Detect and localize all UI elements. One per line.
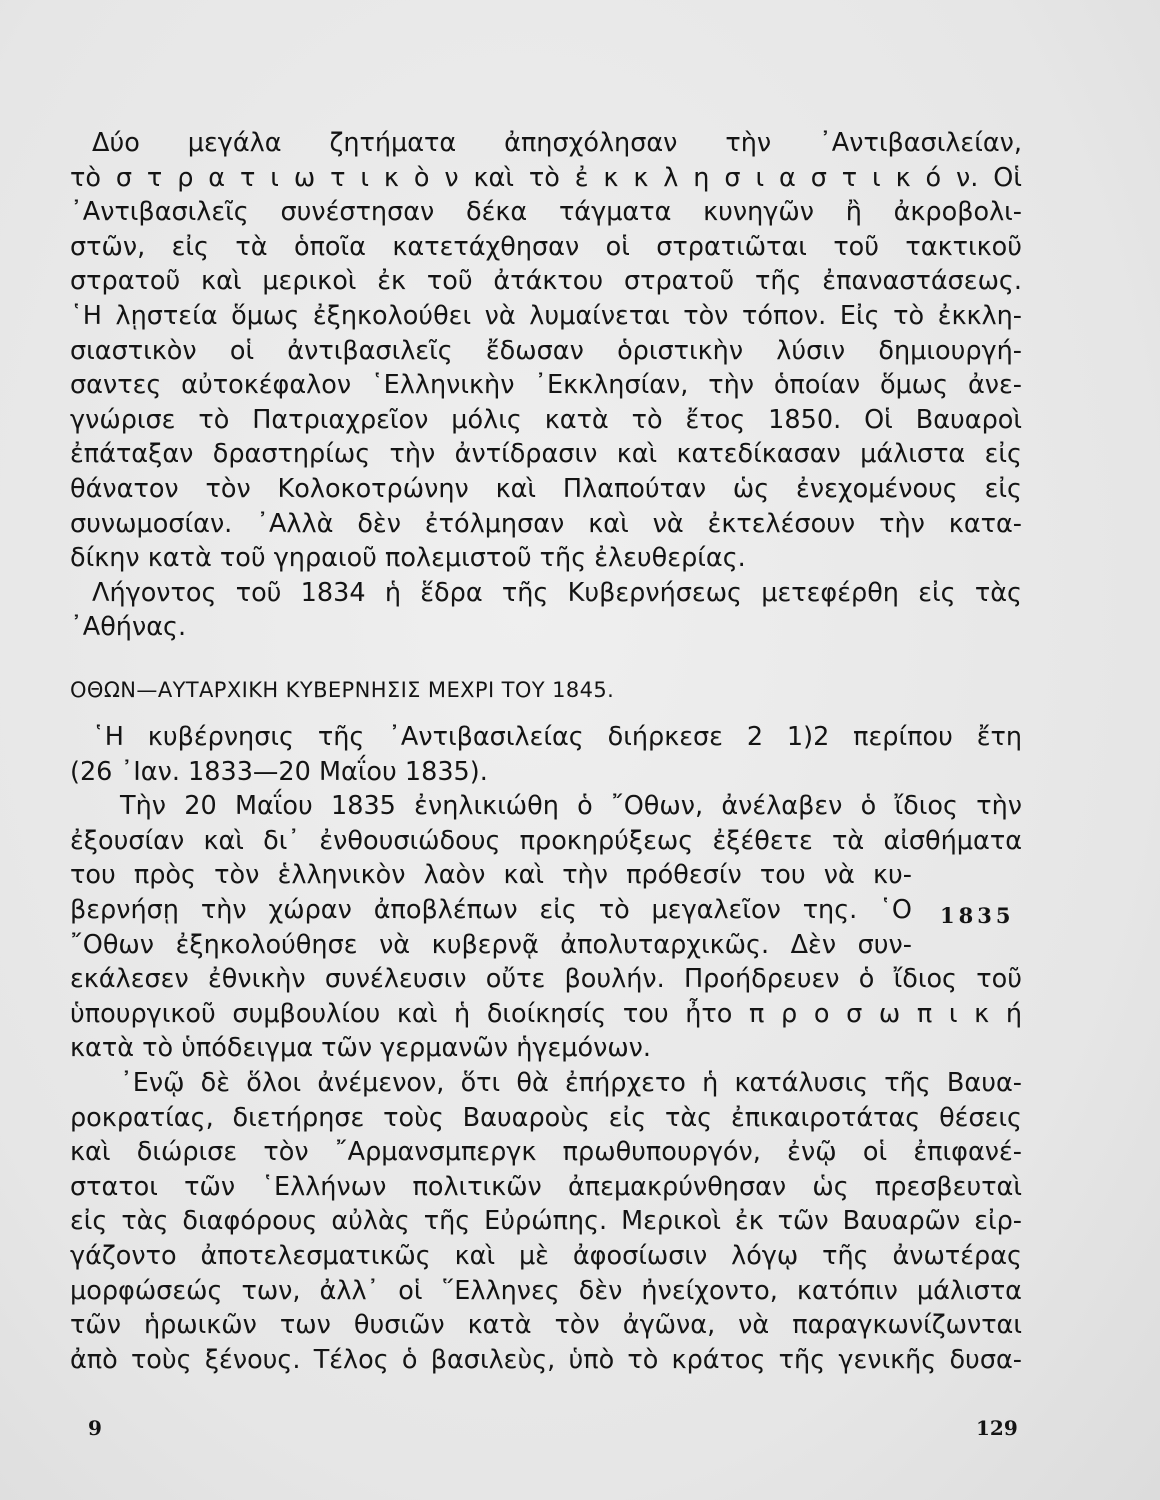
text-line: στατοι τῶν ῾Ελλήνων πολιτικῶν ἀπεμακρύνθησαν ὡς πρεσβευταὶ <box>70 1171 1022 1202</box>
text-line: εκάλεσεν ἐθνικὴν συνέλευσιν οὔτε βουλήν. Προήδρευεν ὁ ἴδιος τοῦ <box>70 964 1022 995</box>
text-line: δίκην κατὰ τοῦ γηραιοῦ πολεμιστοῦ τῆς ἐλευθερίας. <box>70 543 746 574</box>
text-line: στῶν, εἰς τὰ ὁποῖα κατετάχθησαν οἱ στρατιῶται τοῦ τακτικοῦ <box>70 231 1022 262</box>
text-line: (26 ᾿Ιαν. 1833—20 Μαΐου 1835). <box>70 756 488 787</box>
text-line: Τὴν 20 Μαΐου 1835 ἐνηλικιώθη ὁ ῎Οθων, ἀνέλαβεν ὁ ἴδιος τὴν <box>120 791 1022 822</box>
signature-mark: 9 <box>88 1416 102 1440</box>
text-line: ἐπάταξαν δραστηρίως τὴν ἀντίδρασιν καὶ κατεδίκασαν μάλιστα εἰς <box>70 439 1022 470</box>
margin-year-note: 1835 <box>940 903 1015 928</box>
text-line: στρατοῦ καὶ μερικοὶ ἐκ τοῦ ἀτάκτου στρατοῦ τῆς ἐπαναστάσεως. <box>70 266 1022 297</box>
paragraph-otto-autocracy <box>70 720 1022 1377</box>
text-line: ὑπουργικοῦ συμβουλίου καὶ ἡ διοίκησίς του ἦτο π ρ ο σ ω π ι κ ή <box>70 998 1022 1029</box>
text-line: σαντες αὐτοκέφαλον ῾Ελληνικὴν ᾿Εκκλησίαν, τὴν ὁποίαν ὅμως ἀνε- <box>70 370 1022 401</box>
text-line: θάνατον τὸν Κολοκοτρώνην καὶ Πλαπούταν ὡς ἐνεχομένους εἰς <box>70 473 1022 504</box>
text-line: γάζοντο ἀποτελεσματικῶς καὶ μὲ ἀφοσίωσιν λόγῳ τῆς ἀνωτέρας <box>70 1240 1022 1271</box>
text-line: ᾿Ενῷ δὲ ὅλοι ἀνέμενον, ὅτι θὰ ἐπήρχετο ἡ κατάλυσις τῆς Βαυα- <box>120 1067 1022 1098</box>
paragraph-regency-issues <box>70 126 1022 645</box>
page-number: 129 <box>976 1416 1018 1440</box>
text-line: τῶν ἡρωικῶν των θυσιῶν κατὰ τὸν ἀγῶνα, νὰ παραγκωνίζωνται <box>70 1310 1022 1341</box>
text-line: ἐξουσίαν καὶ δι᾿ ἐνθουσιώδους προκηρύξεως ἐξέθετε τὰ αἰσθήματα <box>70 825 1022 856</box>
text-line: εἰς τὰς διαφόρους αὐλὰς τῆς Εὐρώπης. Μερικοὶ ἐκ τῶν Βαυαρῶν εἰρ- <box>70 1206 1022 1237</box>
text-line: ῾Η λῃστεία ὅμως ἐξηκολούθει νὰ λυμαίνεται τὸν τόπον. Εἰς τὸ ἐκκλη- <box>70 300 1022 331</box>
text-line: μορφώσεώς των, ἀλλ᾿ οἱ ῞Ελληνες δὲν ἠνείχοντο, κατόπιν μάλιστα <box>70 1275 1022 1306</box>
text-line: του πρὸς τὸν ἑλληνικὸν λαὸν καὶ τὴν πρόθεσίν του νὰ κυ- <box>70 860 912 891</box>
text-line: καὶ διώρισε τὸν ῎Αρμανσμπεργκ πρωθυπουργόν, ἐνῷ οἱ ἐπιφανέ- <box>70 1137 1022 1168</box>
text-line: γνώρισε τὸ Πατριαχρεῖον μόλις κατὰ τὸ ἔτος 1850. Οἱ Βαυαροὶ <box>70 404 1022 435</box>
text-line: σιαστικὸν οἱ ἀντιβασιλεῖς ἔδωσαν ὁριστικὴν λύσιν δημιουργή- <box>70 335 1022 366</box>
text-line: ῾Η κυβέρνησις τῆς ᾿Αντιβασιλείας διήρκεσε 2 1)2 περίπου ἔτη <box>92 722 1022 752</box>
text-line: τὸ σ τ ρ α τ ι ω τ ι κ ὸ ν καὶ τὸ ἐ κ κ λ η σ ι α σ τ ι κ ό ν. Οἱ <box>70 162 1022 193</box>
text-line: Δύο μεγάλα ζητήματα ἀπησχόλησαν τὴν ᾿Αντιβασιλείαν, <box>92 128 1022 158</box>
text-line: συνωμοσίαν. ᾿Αλλὰ δὲν ἐτόλμησαν καὶ νὰ ἐκτελέσουν τὴν κατα- <box>70 508 1022 539</box>
text-line: ῎Οθων ἐξηκολούθησε νὰ κυβερνᾷ ἀπολυταρχικῶς. Δὲν συν- <box>70 929 912 960</box>
text-line: βερνήσῃ τὴν χώραν ἀποβλέπων εἰς τὸ μεγαλεῖον της. ῾Ο <box>70 894 912 925</box>
text-line: κατὰ τὸ ὑπόδειγμα τῶν γερμανῶν ἡγεμόνων. <box>70 1033 652 1064</box>
text-line: ροκρατίας, διετήρησε τοὺς Βαυαροὺς εἰς τὰς ἐπικαιροτάτας θέσεις <box>70 1102 1022 1133</box>
text-line: ᾿Αθήνας. <box>70 612 187 643</box>
section-heading: ΟΘΩΝ—ΑΥΤΑΡΧΙΚΗ ΚΥΒΕΡΝΗΣΙΣ ΜΕΧΡΙ ΤΟΥ 1845. <box>70 678 615 702</box>
text-line: ἀπὸ τοὺς ξένους. Τέλος ὁ βασιλεὺς, ὑπὸ τὸ κράτος τῆς γενικῆς δυσα- <box>70 1344 1022 1375</box>
text-line: ᾿Αντιβασιλεῖς συνέστησαν δέκα τάγματα κυνηγῶν ἢ ἀκροβολι- <box>70 197 1022 228</box>
text-line: Λήγοντος τοῦ 1834 ἡ ἕδρα τῆς Κυβερνήσεως μετεφέρθη εἰς τὰς <box>92 577 1022 608</box>
